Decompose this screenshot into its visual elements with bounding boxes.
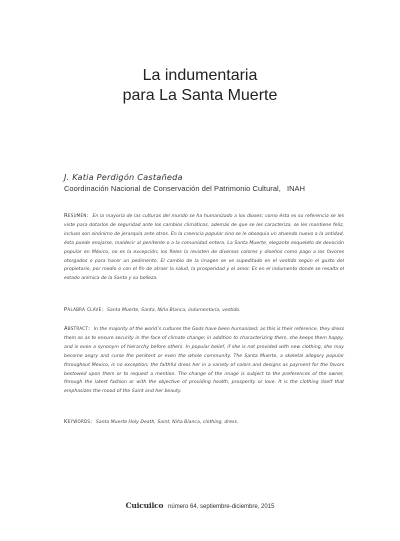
abstract-section	[64, 325, 344, 397]
article-title-line-1: La indumentaria	[142, 67, 258, 84]
resumen-text: En la mayoría de las culturas del mundo se ha humanizado a los dioses; como ésta es su referencia se les viste para dotarlos de seguridad ante los cambios climáticos, además de que se les caracteriza, se les mantiene feliz, incluso son sinónimo de jerarquía ante otros. En la creencia popular sino se le obsequia un atuendo nuevo a la antidad, ésta puede enojarse, maldecir al penitente o a la comunidad entera. La Santa Muerte, elegante esqueleto de devoción popular en México, no es la excepción; los fieles la revisten de diversos colores y diseños como pago a los favores otorgados o para hacer un pedimento. El cambio de la imagen se ve supeditado en el vestido según el gusto del propietario, por medio o con el fin de atraer la salud, la prosperidad y el amor. Es en el indumento donde se resalta el estado anímica de la Santa y su belleza.	[64, 214, 345, 282]
author-affiliation	[64, 184, 364, 193]
journal-issue: número 64, septiembre-diciembre, 2015	[168, 504, 275, 510]
keywords-label: Keywords:	[64, 419, 93, 425]
article-title	[0, 66, 400, 106]
abstract-label: Abstract:	[64, 326, 91, 332]
article-title-line-2: para La Santa Muerte	[122, 87, 278, 104]
affiliation-institution: INAH	[286, 184, 306, 193]
palabras-clave-label: Palabra clave:	[64, 307, 104, 313]
palabras-clave-section	[64, 306, 344, 316]
affiliation-name: Coordinación Nacional de Conservación del Patrimonio Cultural,	[64, 184, 281, 193]
resumen-label: Resumen:	[64, 213, 89, 219]
resumen-section	[64, 212, 344, 284]
abstract-text: In the majority of the world’s cultures the Gods have been humanized; as this is their reference, they dress them so as to ensure security in the face of climate change; in addition to characterizing them, she keeps them happy, and is even a synonym of hierarchy before others. In popular belief, if she is not provided with new clothing, she may become angry and curse the penitent or even the whole community. The Santa Muerte, a skeletal allegory popular throughout Mexico, is no exception; the faithful dress her in a variety of colors and designs as payment for the favors bestowed upon them or to request a mention. The change of the image is subject to the preferences of the owner, through the latest fashion or with the objective of providing health, prosperity or love. It is the clothing itself that emphasizes the mood of the Saint and her beauty.	[64, 327, 344, 395]
palabras-clave-text: Santa Muerte, Santa, Niña Blanca, indumentaria, vestido.	[106, 308, 241, 313]
page-footer	[0, 501, 400, 510]
keywords-section	[64, 418, 344, 428]
journal-logo: Cuicuilco	[125, 501, 164, 510]
keywords-text: Santa Muerte Holy Death, Saint, Niña Blanca, clothing, dress.	[95, 420, 239, 425]
author-block	[64, 172, 364, 193]
author-name: J. Katia Perdigón Castañeda	[64, 172, 183, 182]
